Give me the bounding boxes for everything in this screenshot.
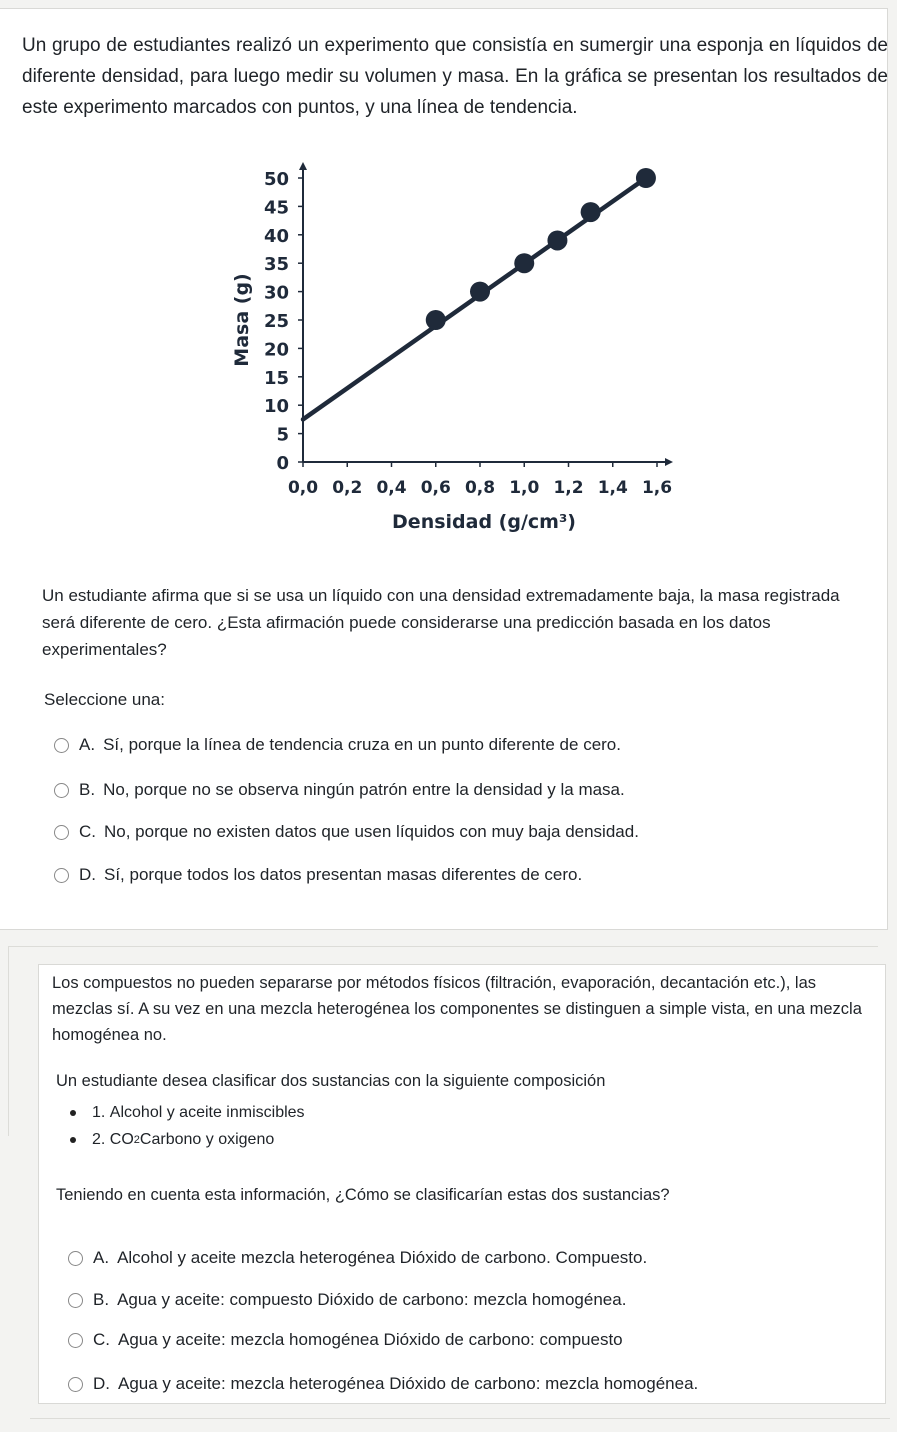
radio-button[interactable] [68,1333,83,1348]
y-axis-arrow [299,162,307,170]
x-tick-label: 1,0 [509,478,540,498]
question-2-intro: Los compuestos no pueden separarse por métodos físicos (filtración, evaporación, decantación etc.), las mezclas sí. A su vez en una mezcla heterogénea los componentes se distinguen a simple vista, en una mezcla homogénea no. [52,974,862,1044]
data-point [514,253,534,273]
option-c[interactable] [54,822,639,842]
x-tick-label: 0,2 [332,478,363,498]
y-axis-label: Masa (g) [231,273,253,367]
option-text: Agua y aceite: compuesto Dióxido de carbono: mezcla homogénea. [117,1290,627,1309]
divider [8,946,9,1136]
x-tick-label: 0,0 [287,478,319,498]
y-tick-label: 15 [263,367,289,389]
radio-button[interactable] [54,868,69,883]
x-tick-label: 0,6 [420,478,451,498]
question-2-prompt: Un estudiante desea clasificar dos sustancias con la siguiente composición [56,1072,606,1090]
y-tick-label: 45 [263,197,289,219]
data-point [636,168,656,188]
option-letter: C. [79,822,96,841]
option-d[interactable] [54,865,582,885]
option-text: No, porque no existen datos que usen líquidos con muy baja densidad. [104,822,639,841]
x-tick-label: 0,8 [464,478,496,498]
option-text: Sí, porque todos los datos presentan masas diferentes de cero. [104,865,583,884]
option-letter: A. [93,1248,110,1267]
y-tick-label: 20 [263,339,289,361]
radio-button[interactable] [54,783,69,798]
y-tick-label: 30 [263,282,289,304]
option-text: Agua y aceite: mezcla homogénea Dióxido de carbono: compuesto [118,1330,623,1349]
y-tick-label: 25 [263,311,289,332]
x-axis-arrow [665,458,673,466]
divider [8,946,878,947]
option-text: Sí, porque la línea de tendencia cruza en un punto diferente de cero. [103,735,621,754]
y-tick-label: 50 [263,169,289,190]
question-1-prompt: Un estudiante afirma que si se usa un líquido con una densidad extremadamente baja, la masa registrada será diferente de cero. ¿Esta afirmación puede considerarse una predicción basada en los datos experimentales? [42,586,840,659]
list-item: 1. Alcohol y aceite inmiscibles [70,1104,305,1122]
y-tick-label: 5 [276,424,289,446]
y-tick-label: 35 [263,254,289,276]
radio-button[interactable] [54,738,69,753]
option-c[interactable] [68,1330,623,1350]
y-tick-label: 40 [263,225,289,247]
x-tick-label: 0,4 [376,478,407,498]
radio-button[interactable] [68,1293,83,1308]
radio-button[interactable] [68,1377,83,1392]
question-2-question: Teniendo en cuenta esta información, ¿Cómo se clasificarían estas dos sustancias? [56,1186,670,1204]
radio-button[interactable] [54,825,69,840]
density-mass-chart [0,150,897,550]
bullet-icon [70,1137,76,1143]
option-letter: C. [93,1330,110,1349]
x-tick-label: 1,6 [641,478,673,498]
y-tick-label: 0 [276,453,289,474]
option-b[interactable] [54,780,625,800]
data-point [581,202,601,222]
data-point [426,310,446,330]
radio-button[interactable] [68,1251,83,1266]
option-letter: A. [79,735,96,754]
list-item: 2. CO 2 Carbono y oxigeno [70,1131,274,1149]
option-text: Alcohol y aceite mezcla heterogénea Dióxido de carbono. Compuesto. [117,1248,648,1267]
option-letter: D. [79,865,96,884]
option-text: No, porque no se observa ningún patrón entre la densidad y la masa. [103,780,625,799]
x-axis-label: Densidad (g/cm³) [392,511,576,533]
option-letter: B. [93,1290,110,1309]
option-b[interactable] [68,1290,626,1310]
select-label: Seleccione una: [44,690,165,709]
option-d[interactable] [68,1374,698,1394]
question-1-intro: Un grupo de estudiantes realizó un experimento que consistía en sumergir una esponja en líquidos de diferente densidad, para luego medir su volumen y masa. En la gráfica se presentan los resultados de este experimento marcados con puntos, y una línea de tendencia. [22,35,888,118]
divider [30,1418,890,1419]
x-tick-label: 1,4 [597,478,628,498]
option-a[interactable] [54,735,621,755]
x-tick-label: 1,2 [553,478,584,498]
data-point [547,230,567,250]
data-point [470,282,490,302]
option-letter: B. [79,780,96,799]
y-tick-label: 10 [263,396,289,418]
option-letter: D. [93,1374,110,1393]
bullet-icon [70,1110,76,1116]
option-text: Agua y aceite: mezcla heterogénea Dióxido de carbono: mezcla homogénea. [118,1374,699,1393]
option-a[interactable] [68,1248,647,1268]
